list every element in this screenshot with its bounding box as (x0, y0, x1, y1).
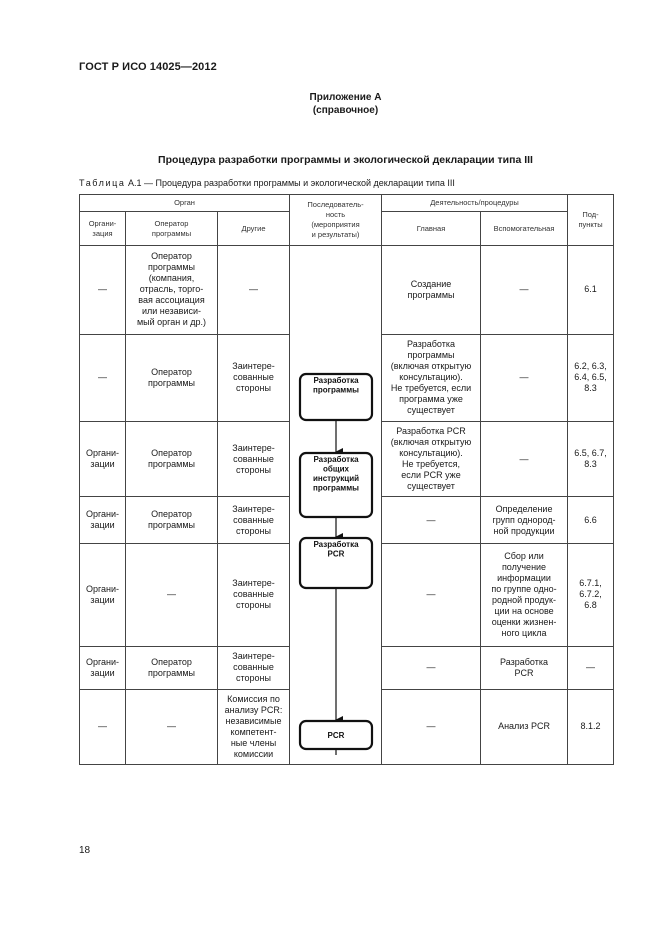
header-activity: Деятельность/процедуры (382, 195, 568, 212)
cell-organization: — (80, 334, 126, 422)
cell-main-activity: — (382, 497, 481, 543)
cell-auxiliary-activity: Разработка PCR (481, 647, 568, 689)
cell-others: Заинтере- сованные стороны (218, 543, 290, 647)
header-auxiliary: Вспомогательная (481, 212, 568, 246)
cell-organization: Органи- зации (80, 543, 126, 647)
header-operator: Оператор программы (126, 212, 218, 246)
flow-box (300, 374, 372, 420)
cell-others: Заинтере- сованные стороны (218, 422, 290, 497)
cell-organization: Органи- зации (80, 647, 126, 689)
cell-auxiliary-activity: Анализ PCR (481, 689, 568, 764)
cell-main-activity: Разработка PCR (включая открытую консультацию). Не требуется, если PCR уже существует (382, 422, 481, 497)
cell-clauses: 6.7.1, 6.7.2, 6.8 (568, 543, 614, 647)
cell-organization: — (80, 246, 126, 335)
header-organizations: Органи- зация (80, 212, 126, 246)
cell-operator: — (126, 543, 218, 647)
appendix-title: Приложение А (309, 92, 382, 103)
header-others: Другие (218, 212, 290, 246)
cell-operator: — (126, 689, 218, 764)
flow-box-label: программы (313, 483, 359, 493)
flow-box-label: Разработка (313, 376, 359, 385)
cell-auxiliary-activity: — (481, 334, 568, 422)
cell-others: Комиссия по анализу PCR: независимые компетент- ные члены комиссии (218, 689, 290, 764)
cell-others: Заинтере- сованные стороны (218, 497, 290, 543)
appendix-heading (0, 91, 661, 117)
header-organ: Орган (80, 195, 290, 212)
flow-box (300, 721, 372, 749)
flow-box-label: PCR (327, 731, 345, 740)
flow-box-label: Разработка (313, 455, 359, 464)
appendix-note: (справочное) (312, 105, 379, 116)
flow-box-label: инструкций (312, 474, 360, 483)
flowchart (290, 246, 382, 762)
cell-clauses: — (568, 647, 614, 689)
cell-auxiliary-activity: Определение групп однород- ной продукции (481, 497, 568, 543)
cell-others: — (218, 246, 290, 335)
cell-main-activity: — (382, 543, 481, 647)
cell-main-activity: — (382, 647, 481, 689)
header-clauses: Под- пункты (568, 195, 614, 246)
cell-others: Заинтере- сованные стороны (218, 647, 290, 689)
cell-others: Заинтере- сованные стороны (218, 334, 290, 422)
cell-operator: Оператор программы (126, 647, 218, 689)
flow-box-label: общих (323, 464, 349, 474)
cell-clauses: 6.6 (568, 497, 614, 543)
cell-auxiliary-activity: — (481, 422, 568, 497)
cell-operator: Оператор программы (126, 497, 218, 543)
cell-organization: Органи- зации (80, 422, 126, 497)
cell-main-activity: — (382, 689, 481, 764)
cell-operator: Оператор программы (компания, отрасль, торго- вая ассоциация или независи- мый орган и др.) (126, 246, 218, 335)
flow-box-label: PCR (327, 549, 345, 559)
flow-box (300, 538, 372, 588)
table-caption (79, 178, 455, 188)
cell-auxiliary-activity: Сбор или получение информации по группе одно- родной продук- ции на основе оценки жизнен- ного цикла (481, 543, 568, 647)
sequence-flowchart-cell (290, 246, 382, 765)
main-title: Процедура разработки программы и экологической декларации типа III (158, 154, 533, 166)
cell-organization: Органи- зации (80, 497, 126, 543)
cell-organization: — (80, 689, 126, 764)
cell-main-activity: Создание программы (382, 246, 481, 335)
cell-operator: Оператор программы (126, 422, 218, 497)
cell-clauses: 6.2, 6.3, 6.4, 6.5, 8.3 (568, 334, 614, 422)
cell-operator: Оператор программы (126, 334, 218, 422)
header-main: Главная (382, 212, 481, 246)
table-row (80, 246, 614, 335)
header-sequence: Последователь- ность (мероприятия и результаты) (290, 195, 382, 246)
flow-box-label: Разработка (313, 540, 359, 549)
flow-box (300, 453, 372, 517)
cell-clauses: 8.1.2 (568, 689, 614, 764)
cell-main-activity: Разработка программы (включая открытую консультацию). Не требуется, если программа уже существует (382, 334, 481, 422)
cell-auxiliary-activity: — (481, 246, 568, 335)
table-caption-prefix: Таблица (79, 178, 126, 188)
page-number: 18 (79, 845, 91, 856)
document-header: ГОСТ Р ИСО 14025—2012 (79, 61, 217, 73)
procedure-table (79, 194, 614, 765)
table-caption-text: А.1 — Процедура разработки программы и экологической декларации типа III (125, 178, 455, 188)
flow-box-label: программы (313, 385, 359, 395)
cell-clauses: 6.1 (568, 246, 614, 335)
cell-clauses: 6.5, 6.7, 8.3 (568, 422, 614, 497)
